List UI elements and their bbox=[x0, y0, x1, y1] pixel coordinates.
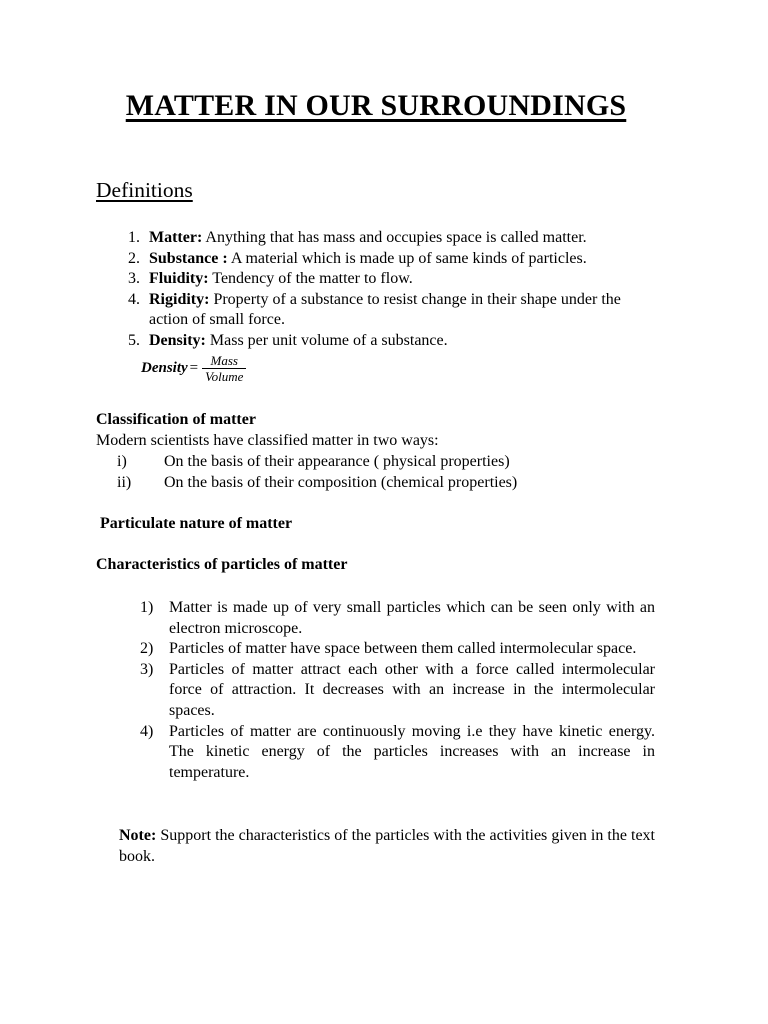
list-number: 4) bbox=[140, 722, 154, 740]
note-text: Support the characteristics of the particles with the activities given in the text book. bbox=[119, 827, 655, 865]
list-number: 2. bbox=[128, 249, 140, 267]
characteristics-heading: Characteristics of particles of matter bbox=[96, 556, 348, 573]
list-number: 1) bbox=[140, 599, 154, 616]
list-item-text: Matter is made up of very small particles which can be seen only with an electron microscope. bbox=[169, 599, 655, 637]
definition-item-matter bbox=[96, 228, 656, 249]
note-label: Note: bbox=[119, 827, 157, 844]
definition-term: Substance : bbox=[149, 249, 228, 267]
definition-term: Density: bbox=[149, 331, 206, 349]
particulate-heading: Particulate nature of matter bbox=[100, 515, 293, 532]
definition-item-density bbox=[96, 331, 656, 352]
list-item bbox=[96, 473, 656, 494]
list-item-text: On the basis of their appearance ( physical properties) bbox=[164, 453, 510, 470]
list-item-text: On the basis of their composition (chemical properties) bbox=[164, 473, 518, 491]
definition-text: A material which is made up of same kinds of particles. bbox=[230, 249, 587, 267]
definition-item-substance bbox=[96, 249, 656, 270]
definition-item-fluidity bbox=[96, 269, 656, 290]
list-number: 3) bbox=[140, 660, 154, 678]
classification-intro: Modern scientists have classified matter in two ways: bbox=[96, 432, 439, 449]
list-number: 1. bbox=[128, 229, 140, 246]
list-item bbox=[96, 452, 656, 473]
classification-list bbox=[96, 452, 656, 493]
list-number: 3. bbox=[128, 270, 140, 288]
list-item bbox=[140, 660, 655, 722]
density-formula bbox=[141, 353, 246, 384]
definition-term: Rigidity: bbox=[149, 290, 210, 308]
page-title: MATTER IN OUR SURROUNDINGS bbox=[125, 89, 627, 122]
definition-term: Matter: bbox=[149, 229, 203, 246]
list-item-text: Particles of matter have space between them called intermolecular space. bbox=[169, 640, 637, 658]
definitions-list bbox=[96, 228, 656, 352]
list-item bbox=[140, 639, 655, 660]
list-number: ii) bbox=[117, 473, 132, 491]
definition-text: Property of a substance to resist change in their shape under the action of small force. bbox=[149, 290, 621, 329]
formula-fraction bbox=[202, 353, 246, 384]
definition-text: Anything that has mass and occupies space is called matter. bbox=[205, 229, 587, 246]
formula-denominator: Volume bbox=[205, 369, 244, 384]
definition-term: Fluidity: bbox=[149, 270, 209, 288]
definition-text: Mass per unit volume of a substance. bbox=[209, 331, 448, 349]
list-item bbox=[140, 598, 655, 639]
list-number: 2) bbox=[140, 640, 154, 658]
note-paragraph bbox=[119, 826, 655, 867]
definition-text: Tendency of the matter to flow. bbox=[212, 270, 413, 288]
list-number: i) bbox=[117, 453, 127, 470]
definitions-heading: Definitions bbox=[96, 178, 193, 202]
list-item bbox=[140, 722, 655, 784]
formula-numerator: Mass bbox=[210, 353, 238, 368]
definition-item-rigidity bbox=[96, 290, 656, 331]
characteristics-list bbox=[140, 598, 655, 783]
list-number: 4. bbox=[128, 290, 140, 308]
list-number: 5. bbox=[128, 331, 140, 349]
list-item-text: Particles of matter are continuously moving i.e they have kinetic energy. The kinetic energy of the particles increases with an increase in temperature. bbox=[169, 722, 655, 781]
formula-lhs: Density bbox=[141, 360, 188, 377]
list-item-text: Particles of matter attract each other with a force called intermolecular force of attraction. It decreases with an increase in the intermolecular spaces. bbox=[169, 660, 655, 719]
formula-equals: = bbox=[189, 360, 199, 377]
classification-heading: Classification of matter bbox=[96, 411, 256, 428]
